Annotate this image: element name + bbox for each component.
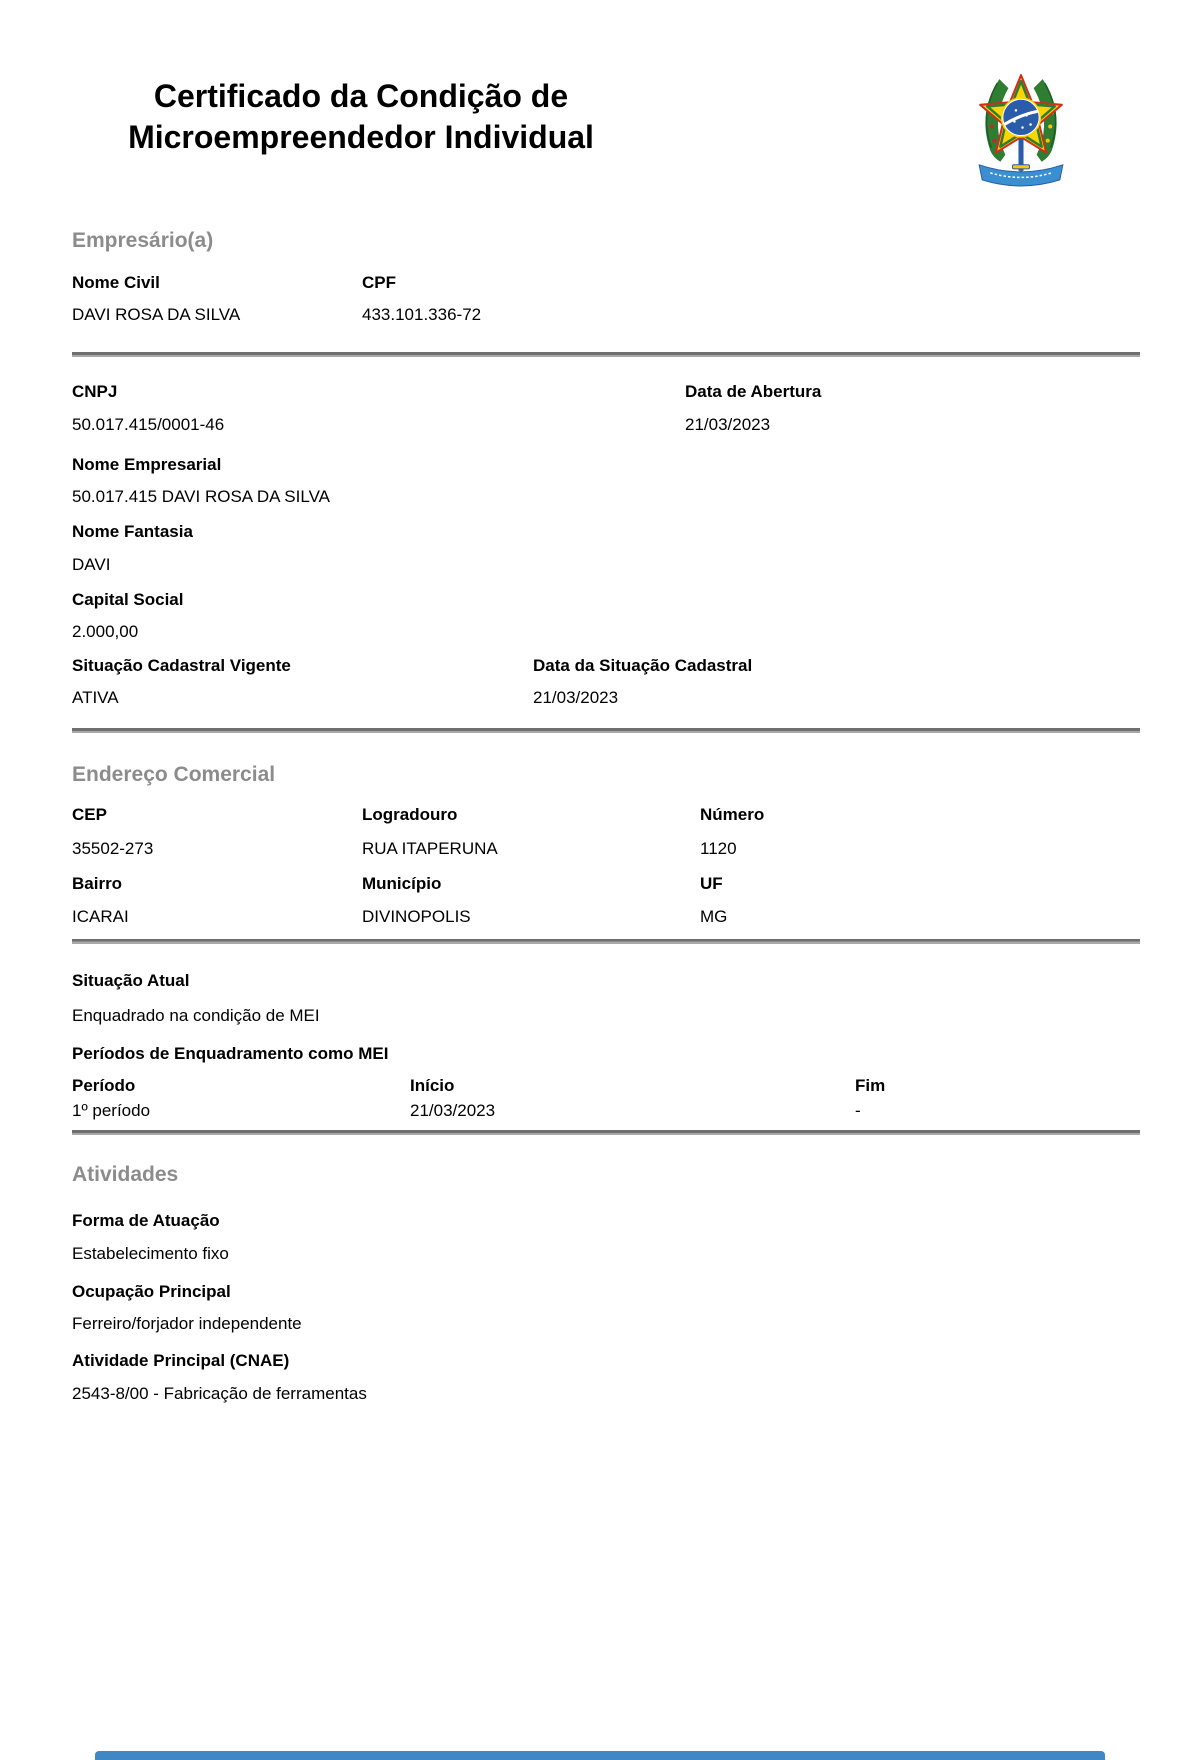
footer-blue-bar (95, 1751, 1105, 1760)
row-bairro-municipio-uf (72, 873, 1140, 927)
field-data-situacao (533, 655, 1140, 708)
nome-empresarial-value: 50.017.415 DAVI ROSA DA SILVA (72, 487, 330, 506)
field-nome-fantasia (72, 521, 1140, 575)
periodos-enquadramento-label: Períodos de Enquadramento como MEI (72, 1044, 389, 1063)
row-cnpj-abertura (72, 381, 1140, 435)
nome-empresarial-label: Nome Empresarial (72, 455, 222, 474)
numero-value: 1120 (700, 839, 737, 858)
forma-atuacao-value: Estabelecimento fixo (72, 1244, 229, 1263)
row-nome-civil-cpf (72, 272, 1140, 325)
field-cpf (362, 272, 1140, 325)
fim-column-header: Fim (855, 1076, 886, 1095)
data-situacao-label: Data da Situação Cadastral (533, 656, 753, 675)
mei-certificate-page (0, 62, 1200, 1760)
nome-civil-label: Nome Civil (72, 273, 160, 292)
field-situacao-cadastral (72, 655, 533, 708)
forma-atuacao-label: Forma de Atuação (72, 1211, 220, 1230)
field-nome-empresarial (72, 454, 1140, 507)
inicio-cell: 21/03/2023 (410, 1101, 496, 1120)
data-abertura-label: Data de Abertura (685, 382, 822, 401)
row-cep-logradouro-numero (72, 804, 1140, 859)
situacao-cadastral-label: Situação Cadastral Vigente (72, 656, 291, 675)
nome-civil-value: DAVI ROSA DA SILVA (72, 305, 241, 324)
field-nome-civil (72, 272, 362, 325)
municipio-value: DIVINOPOLIS (362, 907, 471, 926)
bairro-value: ICARAI (72, 907, 129, 926)
logradouro-value: RUA ITAPERUNA (362, 839, 498, 858)
periodo-column-header: Período (72, 1076, 136, 1095)
periodos-table-header (72, 1075, 1140, 1096)
page-title (72, 62, 650, 158)
ocupacao-principal-label: Ocupação Principal (72, 1282, 231, 1301)
field-municipio (362, 873, 700, 927)
cpf-value: 433.101.336-72 (362, 305, 482, 324)
data-abertura-value: 21/03/2023 (685, 415, 771, 434)
field-capital-social (72, 589, 1140, 642)
field-numero (700, 804, 1140, 859)
field-cep (72, 804, 362, 859)
periodos-table-row (72, 1100, 1140, 1121)
field-logradouro (362, 804, 700, 859)
field-bairro (72, 873, 362, 927)
field-atividade-principal-cnae (72, 1350, 1140, 1404)
section-divider (72, 1130, 1140, 1135)
atividade-cnae-label: Atividade Principal (CNAE) (72, 1351, 290, 1370)
section-heading-atividades: Atividades (72, 1163, 179, 1186)
municipio-label: Município (362, 874, 442, 893)
situacao-atual-value: Enquadrado na condição de MEI (72, 1006, 320, 1025)
section-divider (72, 728, 1140, 733)
row-situacao-cadastral (72, 655, 1140, 708)
title-line-2: Microempreendedor Individual (128, 119, 594, 155)
data-situacao-value: 21/03/2023 (533, 688, 619, 707)
cpf-label: CPF (362, 273, 396, 292)
atividade-cnae-value: 2543-8/00 - Fabricação de ferramentas (72, 1384, 367, 1403)
nome-fantasia-label: Nome Fantasia (72, 522, 193, 541)
section-divider (72, 352, 1140, 357)
cnpj-value: 50.017.415/0001-46 (72, 415, 225, 434)
field-uf (700, 873, 1140, 927)
field-forma-atuacao (72, 1210, 1140, 1264)
logradouro-label: Logradouro (362, 805, 458, 824)
field-ocupacao-principal (72, 1281, 1140, 1334)
cep-value: 35502-273 (72, 839, 154, 858)
numero-label: Número (700, 805, 765, 824)
field-data-abertura (685, 381, 1140, 435)
bairro-label: Bairro (72, 874, 123, 893)
nome-fantasia-value: DAVI (72, 555, 111, 574)
brazil-coat-of-arms-icon (968, 66, 1074, 190)
inicio-column-header: Início (410, 1076, 455, 1095)
uf-label: UF (700, 874, 723, 893)
document-header (72, 62, 1140, 192)
capital-social-value: 2.000,00 (72, 622, 139, 641)
title-line-1: Certificado da Condição de (153, 78, 569, 114)
section-divider (72, 939, 1140, 944)
situacao-cadastral-value: ATIVA (72, 688, 119, 707)
ocupacao-principal-value: Ferreiro/forjador independente (72, 1314, 302, 1333)
section-heading-empresario: Empresário(a) (72, 229, 214, 252)
section-heading-endereco: Endereço Comercial (72, 763, 276, 786)
situacao-atual-label: Situação Atual (72, 971, 190, 990)
cep-label: CEP (72, 805, 107, 824)
cnpj-label: CNPJ (72, 382, 118, 401)
periodo-cell: 1º período (72, 1101, 151, 1120)
uf-value: MG (700, 907, 728, 926)
capital-social-label: Capital Social (72, 590, 184, 609)
field-situacao-atual (72, 970, 1140, 1026)
fim-cell: - (855, 1101, 861, 1120)
field-cnpj (72, 381, 685, 435)
